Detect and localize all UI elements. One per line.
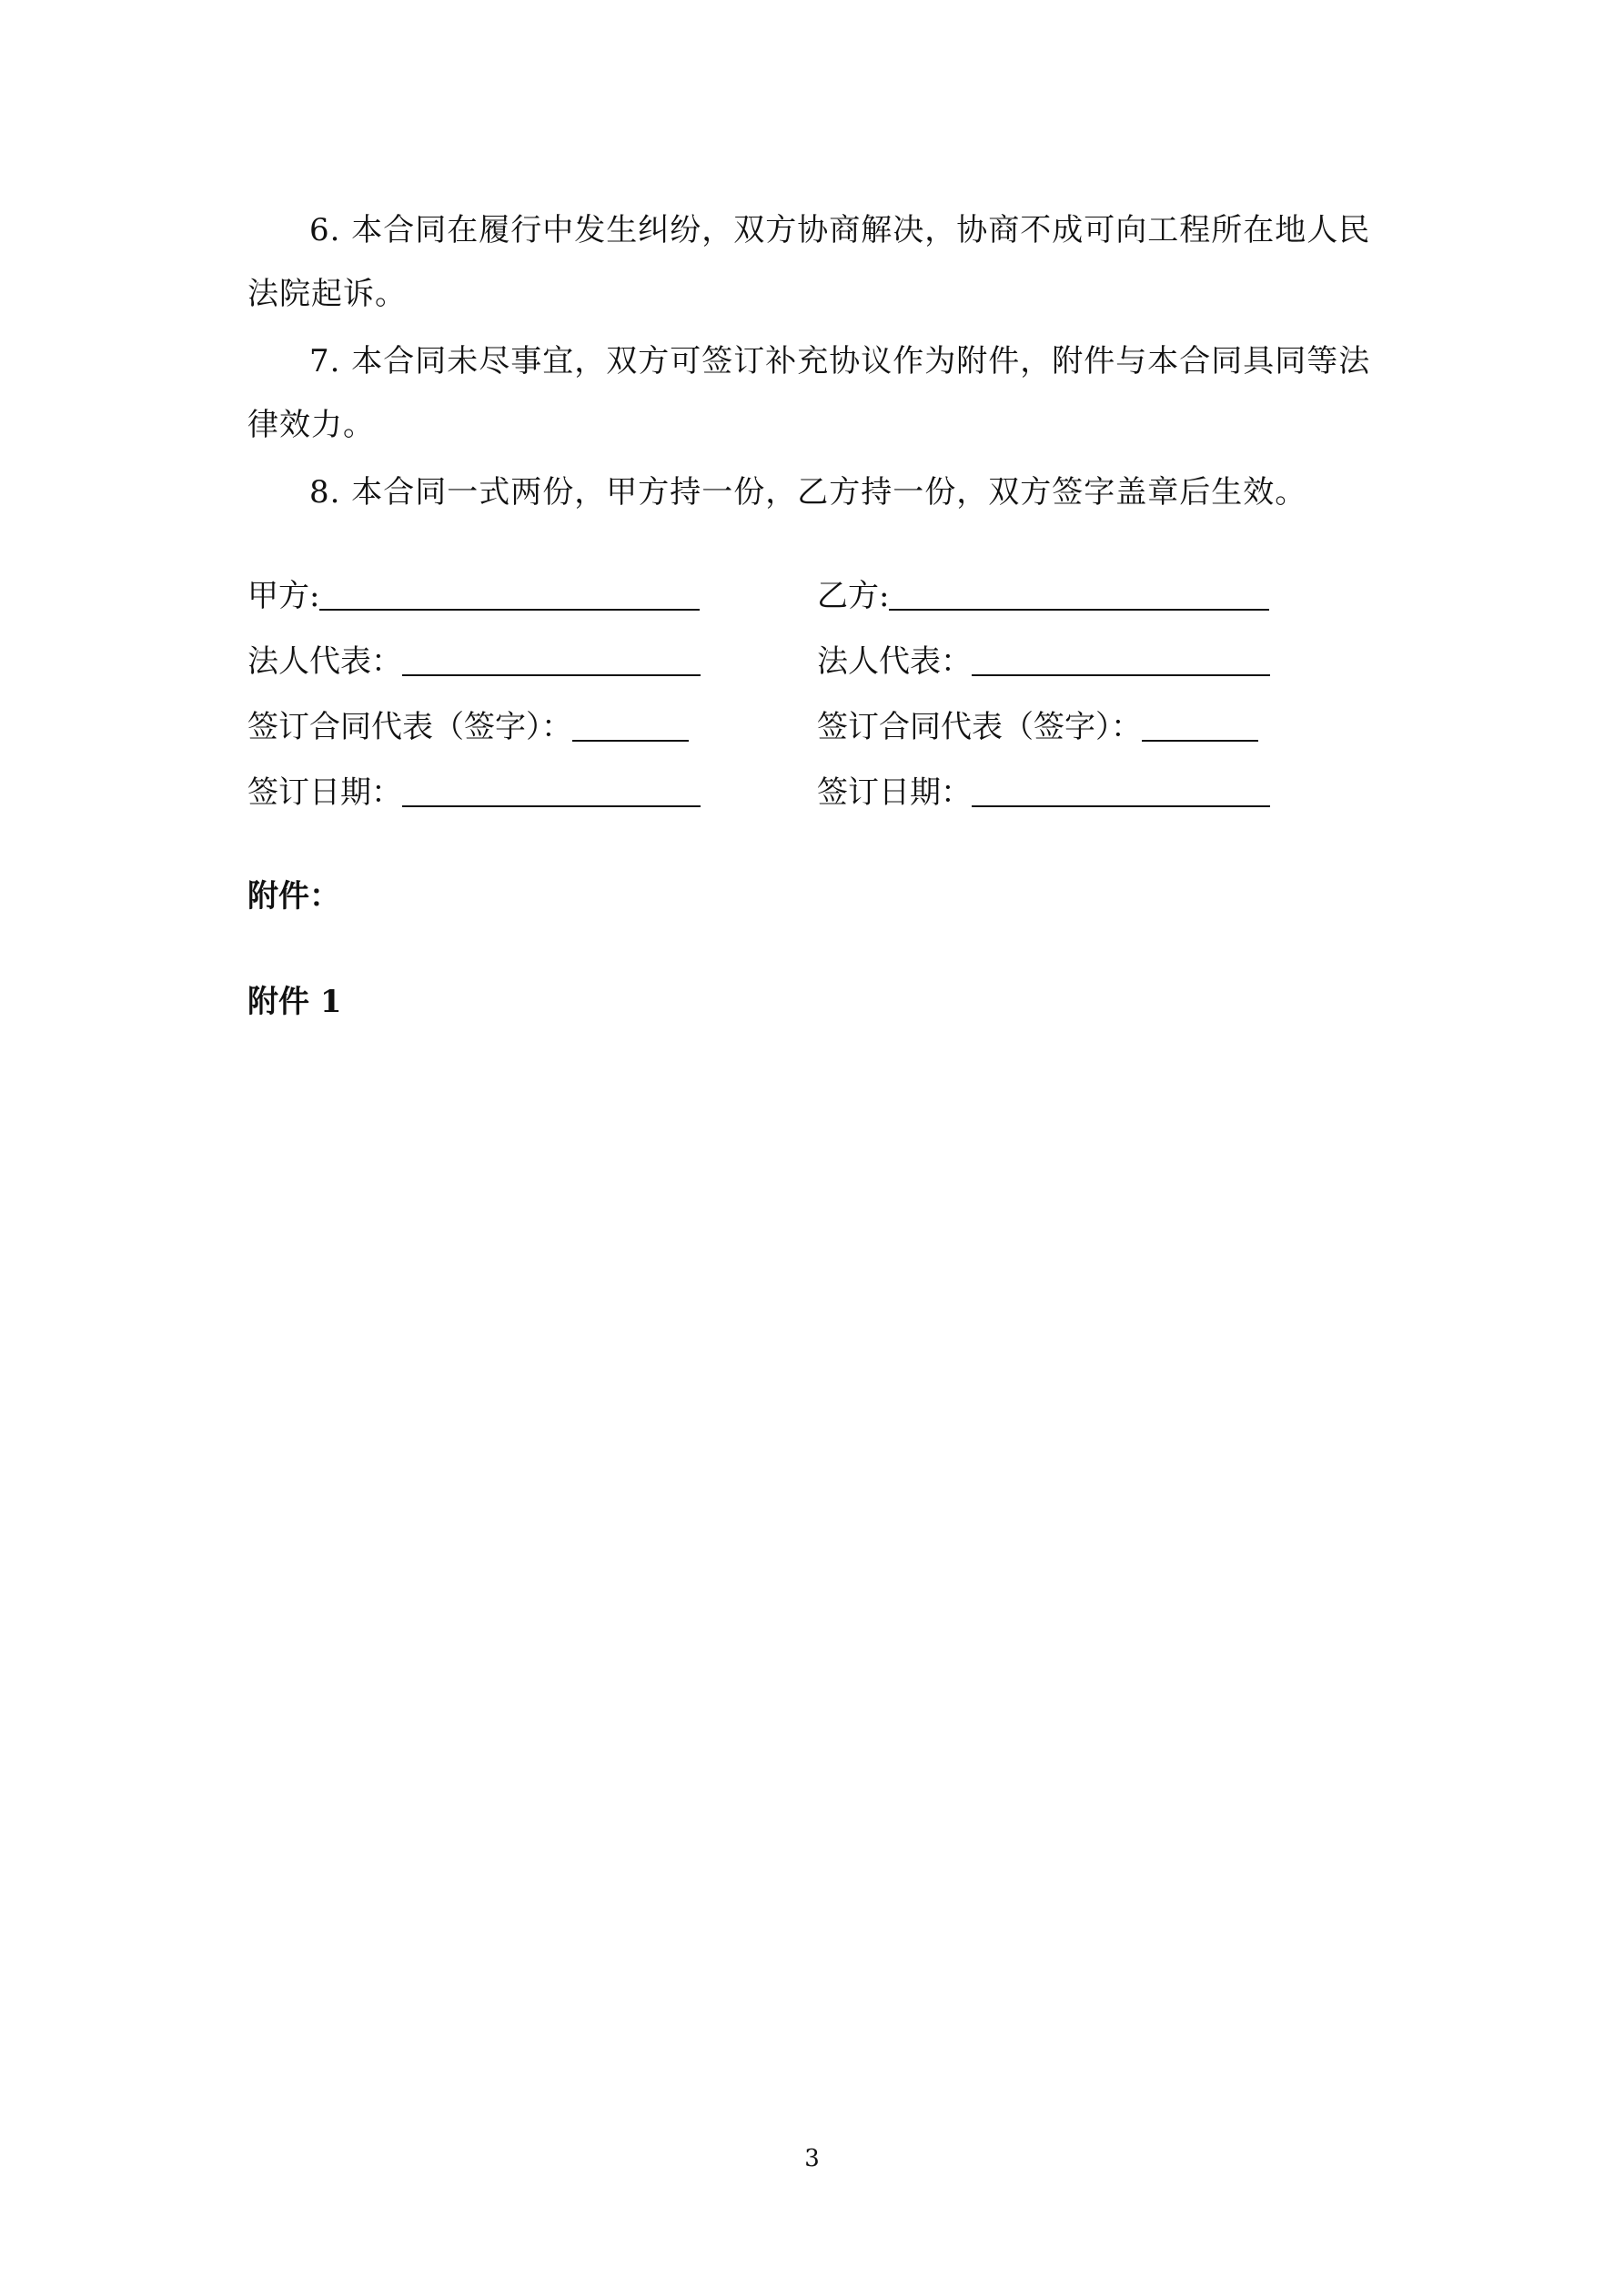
party-b-rep-label: 法人代表： bbox=[817, 643, 972, 680]
party-a-rep-label: 法人代表： bbox=[247, 643, 402, 680]
clause-8: 8. 本合同一式两份，甲方持一份，乙方持一份，双方签字盖章后生效。 bbox=[309, 474, 1307, 511]
party-a-signer-line bbox=[572, 700, 689, 742]
party-b-date-line bbox=[972, 765, 1270, 807]
attachments-heading: 附件： bbox=[247, 878, 340, 915]
party-b-signer-line bbox=[1142, 700, 1258, 742]
attachment-1-heading: 附件 1 bbox=[247, 984, 342, 1020]
party-b-signer-label: 签订合同代表（签字）： bbox=[817, 709, 1142, 745]
party-a-name-line bbox=[319, 569, 700, 611]
party-a-name-label: 甲方: bbox=[247, 578, 320, 614]
party-a-rep-line bbox=[402, 634, 701, 676]
party-b-name-label: 乙方: bbox=[817, 578, 890, 614]
party-a-rep-row bbox=[247, 634, 701, 689]
page-number: 3 bbox=[804, 2145, 820, 2172]
party-a-signer-label: 签订合同代表（签字）： bbox=[247, 709, 572, 745]
party-b-rep-row bbox=[817, 634, 1270, 689]
party-a-name-row bbox=[247, 569, 700, 623]
party-b-signer-row bbox=[817, 700, 1258, 754]
party-a-date-row bbox=[247, 765, 701, 820]
party-b-name-row bbox=[817, 569, 1269, 623]
party-b-name-line bbox=[889, 569, 1269, 611]
party-b-date-label: 签订日期： bbox=[817, 774, 972, 811]
party-a-signer-row bbox=[247, 700, 689, 754]
party-a-date-label: 签订日期： bbox=[247, 774, 402, 811]
clause-7: 7. 本合同未尽事宜，双方可签订补充协议作为附件，附件与本合同具同等法律效力。 bbox=[247, 343, 1371, 443]
party-a-date-line bbox=[402, 765, 701, 807]
party-b-rep-line bbox=[972, 634, 1270, 676]
clause-6: 6. 本合同在履行中发生纠纷，双方协商解决，协商不成可向工程所在地人民法院起诉。 bbox=[247, 212, 1371, 312]
party-b-date-row bbox=[817, 765, 1270, 820]
